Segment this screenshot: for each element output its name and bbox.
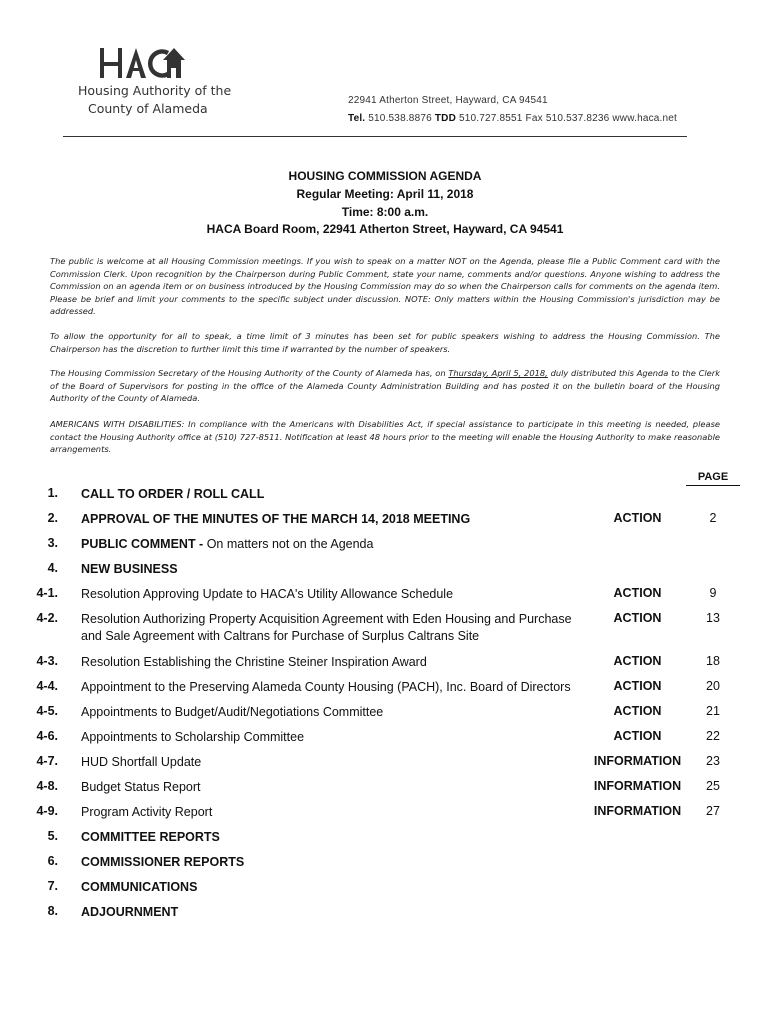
item-text: COMMUNICATIONS	[81, 880, 198, 894]
haca-logo	[78, 44, 248, 118]
item-text: Appointment to the Preserving Alameda County Housing (PACH), Inc. Board of Directors	[81, 680, 571, 694]
org-name-line1: Housing Authority of the	[78, 83, 232, 98]
fax-number: 510.537.8236	[545, 113, 610, 124]
item-number: 1.	[47, 486, 58, 500]
item-action: INFORMATION	[593, 804, 682, 818]
item-action: ACTION	[613, 729, 662, 743]
item-page: 9	[709, 586, 717, 600]
item-action: ACTION	[613, 679, 662, 693]
item-text-tail: On matters not on the Agenda	[206, 537, 374, 551]
item-page: 22	[706, 729, 720, 743]
item-action: INFORMATION	[593, 779, 682, 793]
meeting-location: HACA Board Room, 22941 Atherton Street, Hayward, CA 94541	[206, 222, 564, 236]
meeting-date: Regular Meeting: April 11, 2018	[296, 187, 474, 201]
item-number: 8.	[47, 904, 58, 918]
page-column-header: PAGE	[686, 471, 740, 486]
ada-notice: AMERICANS WITH DISABILITIES: In compliance with the Americans with Disabilities Act, if special assistance to participate in this meeting is needed, please contact the Housing Authority office at (510) 727-8511. Notification at least 48 hours prior to the meeting will enable the Housing Authority to make reasonable arrangements.	[50, 419, 720, 455]
item-text: ADJOURNMENT	[81, 905, 179, 919]
item-page: 25	[706, 779, 720, 793]
item-action: ACTION	[613, 511, 662, 525]
item-text: HUD Shortfall Update	[81, 755, 202, 769]
item-number: 4-4.	[36, 679, 58, 693]
item-text: Appointments to Scholarship Committee	[81, 730, 305, 744]
item-page: 21	[706, 704, 720, 718]
org-name-line2: County of Alameda	[88, 101, 208, 116]
item-page: 2	[709, 511, 717, 525]
posting-date: Thursday, April 5, 2018,	[448, 368, 548, 378]
item-text: Program Activity Report	[81, 805, 213, 819]
item-action: INFORMATION	[593, 754, 682, 768]
item-number: 4-5.	[36, 704, 58, 718]
item-number: 4-9.	[36, 804, 58, 818]
item-page: 27	[706, 804, 720, 818]
item-number: 4-6.	[36, 729, 58, 743]
item-text: Appointments to Budget/Audit/Negotiations Committee	[81, 705, 384, 719]
item-action: ACTION	[613, 586, 662, 600]
tel-number: 510.538.8876	[368, 113, 432, 124]
tdd-label: TDD	[434, 113, 456, 124]
item-text: Resolution Authorizing Property Acquisition Agreement with Eden Housing and Purchase and Sale Agreement with Caltrans for Purchase of Surplus Caltrans Site	[81, 612, 572, 643]
item-page: 23	[706, 754, 720, 768]
haca-logo-icon	[78, 44, 188, 82]
item-number: 6.	[47, 854, 58, 868]
posting-notice	[50, 367, 720, 405]
item-number: 4.	[47, 561, 58, 575]
item-text: Budget Status Report	[81, 780, 201, 794]
item-number: 4-2.	[36, 611, 58, 625]
item-text: CALL TO ORDER / ROLL CALL	[81, 487, 265, 501]
posting-notice-a: The Housing Commission Secretary of the Housing Authority of the County of Alameda has, on	[50, 368, 449, 378]
tdd-number: 510.727.8551	[458, 113, 523, 124]
item-text: APPROVAL OF THE MINUTES OF THE MARCH 14, 2018 MEETING	[81, 512, 471, 526]
item-text: NEW BUSINESS	[81, 562, 178, 576]
time-limit-notice: To allow the opportunity for all to speak, a time limit of 3 minutes has been set for public speakers wishing to address the Housing Commission. The Chairperson has the discretion to further limit this time if warranted by the number of speakers.	[50, 331, 720, 354]
item-number: 4-8.	[36, 779, 58, 793]
item-text: Resolution Approving Update to HACA's Utility Allowance Schedule	[81, 587, 454, 601]
item-text-bold: PUBLIC COMMENT -	[81, 537, 207, 551]
item-page: 13	[706, 611, 720, 625]
website: www.haca.net	[612, 113, 678, 124]
tel-label: Tel.	[348, 113, 366, 124]
item-number: 2.	[47, 511, 58, 525]
item-text: COMMISSIONER REPORTS	[81, 855, 245, 869]
item-action: ACTION	[613, 611, 662, 625]
item-page: 20	[706, 679, 720, 693]
agenda-title: HOUSING COMMISSION AGENDA	[288, 169, 482, 183]
posting-notice-b: duly distributed this Agenda to the Clerk of the Board of Supervisors for posting in the office of the Alameda County Administration Building and has posted it on the bulletin board of the Housing Authority of the County of Alameda.	[50, 368, 721, 404]
org-contact-line	[348, 113, 677, 124]
org-address: 22941 Atherton Street, Hayward, CA 94541	[348, 95, 548, 106]
item-page: 18	[706, 654, 720, 668]
item-text: Resolution Establishing the Christine Steiner Inspiration Award	[81, 655, 427, 669]
item-number: 4-1.	[36, 586, 58, 600]
meeting-time: Time: 8:00 a.m.	[341, 205, 429, 219]
public-notice: The public is welcome at all Housing Commission meetings. If you wish to speak on a matter NOT on the Agenda, please file a Public Comment card with the Commission Clerk. Upon recognition by the Chairperson during Public Comment, state your name, comments and/or questions. Anyone wishing to address the Commission on an agenda item or on business introduced by the Housing Commission may do so when the Chairperson calls for comments on the agenda item. Please be brief and limit your comments to the specific subject under discussion. NOTE: Only matters within the Housing Commission's jurisdiction may be addressed.	[50, 256, 720, 317]
item-number: 4-7.	[36, 754, 58, 768]
fax-label: Fax	[525, 113, 543, 124]
header-divider	[63, 136, 687, 137]
item-text: COMMITTEE REPORTS	[81, 830, 220, 844]
item-action: ACTION	[613, 704, 662, 718]
item-number: 4-3.	[36, 654, 58, 668]
item-number: 5.	[47, 829, 58, 843]
item-action: ACTION	[613, 654, 662, 668]
item-number: 7.	[47, 879, 58, 893]
item-text	[81, 536, 591, 553]
item-number: 3.	[47, 536, 58, 550]
